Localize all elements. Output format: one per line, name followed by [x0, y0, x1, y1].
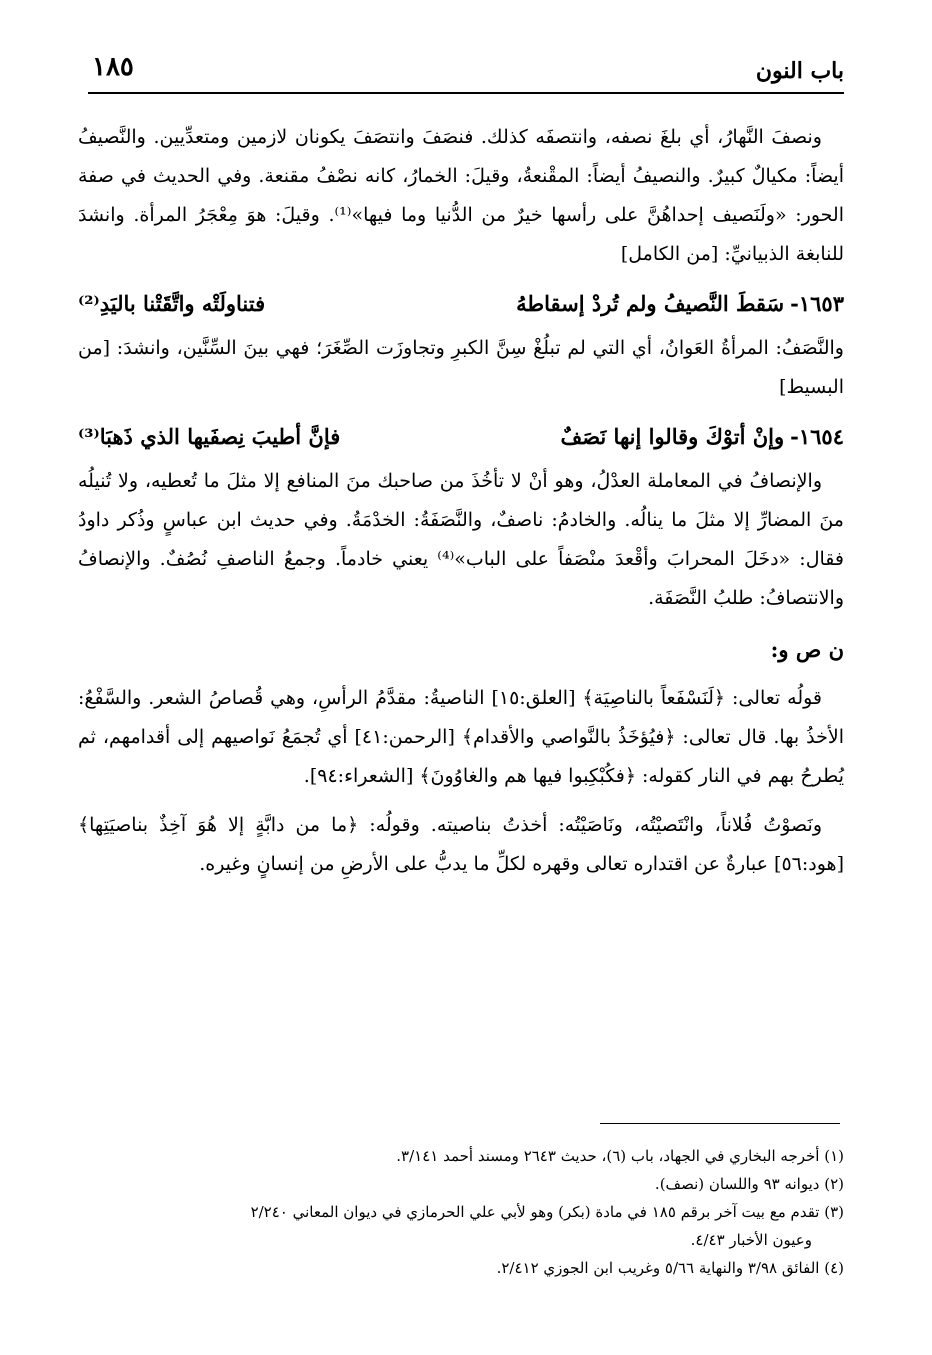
paragraph-nasaf: والنَّصَفُ: المرأةُ العَوانُ، أي التي لم تبلُغْ سِنَّ الكبرِ وتجاوزَت الصِّغَرَ؛ فهي بينَ السِّنَّين، وانشدَ: [من البسيط] [78, 337, 844, 398]
page-number: ١٨٥ [92, 52, 134, 82]
verse-number: ١٦٥٣- [790, 291, 844, 316]
verse-number: ١٦٥٤- [790, 424, 844, 449]
footnotes [60, 1142, 844, 1282]
footnote-3: (٣) تقدم مع بيت آخر برقم ١٨٥ في مادة (بكر) وهو لأبي علي الحرمازي في ديوان المعاني ٢/٢٤٠ [250, 1203, 844, 1221]
verse-1654-first-hemistich: ١٦٥٤-وإنْ أتوْكَ وقالوا إنها نَصَفٌ [560, 424, 844, 449]
paragraph-nasiya: قولُه تعالى: ﴿لَنَسْفَعاً بالناصِيَة﴾ [العلق:١٥] الناصيةُ: مقدَّمُ الرأسِ، وهي قُصاصُ الشعر. والسَّفْعُ: الأخذُ بها. قال تعالى: ﴿فيُؤخَذُ بالنَّواصي والأقدام﴾ [الرحمن:٤١] أي تُجمَعُ نَواصيهم إلى أقدامهم، ثم يُطرحُ بهم في النار كقوله: ﴿فكُبْكِبوا فيها هم والغاوُونَ﴾ [الشعراء:٩٤]. [78, 687, 845, 787]
verse-1653-second-hemistich: فتناولَتْه واتَّقَتْنا باليَدِ⁽²⁾ [78, 291, 266, 316]
paragraph-insaf: والإنصافُ في المعاملة العدْلُ، وهو أنْ لا تأخُذَ من صاحبك منَ المنافع إلا مثلَ ما تُعطيه، ولا تُنيلُه منَ المضارِّ إلا مثلَ ما ينالُه. والخادمُ: ناصفٌ، والنَّصَفَةُ: الخدْمَةُ. وفي حديث ابن عباسٍ وذُكر داودُ فقال: «دخَلَ المحرابَ وأقْعدَ منْصَفاً على الباب»⁽⁴⁾ يعني خادماً. وجمعُ الناصفِ نُصُفٌ. والإنصافُ والانتصافُ: طلبُ النَّصَفَة. [78, 470, 844, 609]
footnote-rule [600, 1123, 840, 1124]
verse-1654-second-hemistich: فإنَّ أطيبَ نِصفَيها الذي ذَهبَا⁽³⁾ [78, 424, 341, 449]
page-header [88, 52, 844, 92]
main-text [78, 118, 844, 894]
chapter-title: باب النون [755, 58, 844, 84]
paragraph-nasawtu: ونَصوْتُ فُلاناً، وانْتَصيْتُه، ونَاصَيْتُه: أخذتُ بناصيته. وقولُه: ﴿ما من دابَّةٍ إلا هُوَ آخِذٌ بناصيَتِها﴾ [هود:٥٦] عبارةٌ عن اقتداره تعالى وقهره لكلِّ ما يدبُّ على الأرضِ من إنسانٍ وغيره. [78, 814, 844, 875]
verse-1654 [78, 417, 844, 456]
footnote-2: (٢) ديوانه ٩٣ واللسان (نصف). [654, 1175, 844, 1193]
paragraph-nasf: ونصفَ النَّهارُ، أي بلغَ نصفه، وانتصفَه كذلك. فنصَفَ وانتصَفَ يكونان لازمين ومتعدِّيين. والنَّصيفُ أيضاً: مكيالٌ كبيرٌ. والنصيفُ أيضاً: المقْنعةُ، وقيلَ: الخمارُ، كانه نصْفُ مقنعة. وفي الحديث في صفة الحور: «ولَنَصيف إحداهُنَّ على رأسها خيرٌ من الدُّنيا وما فيها»⁽¹⁾. وقيلَ: هوَ مِعْجَرُ المرأة. وانشدَ للنابغة الذبيانيِّ: [من الكامل] [78, 126, 844, 265]
footnote-3-continuation: وعيون الأخبار ٤/٤٣. [690, 1231, 812, 1249]
verse-1653-first-hemistich: ١٦٥٣-سَقطَ النَّصيفُ ولم تُردْ إسقاطهُ [516, 291, 844, 316]
section-heading: ن ص و: [770, 637, 844, 662]
footnote-4: (٤) الفائق ٣/٩٨ والنهاية ٥/٦٦ وغريب ابن الجوزي ٢/٤١٢. [496, 1259, 844, 1277]
footnote-1: (١) أخرجه البخاري في الجهاد، باب (٦)، حديث ٢٦٤٣ ومسند أحمد ٣/١٤١. [396, 1147, 844, 1165]
verse-1653 [78, 284, 844, 323]
header-rule [88, 92, 844, 94]
